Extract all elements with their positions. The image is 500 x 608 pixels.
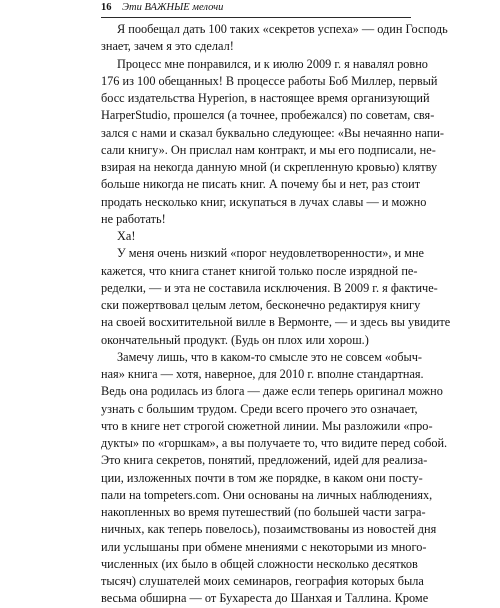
text-line: HarperStudio, прошелся (а точнее, пробежался) по советам, свя- [101,108,435,123]
text-line: Ха! [117,229,136,243]
text-line: ции, изложенных почти в том же порядке, в каком они посту- [101,470,423,485]
text-line: ски пожертвовал целым летом, бесконечно редактируя книгу [101,298,421,312]
text-line: У меня очень низкий «порог неудовлетворенности», и мне [117,246,424,261]
text-line: пали на tompeters.com. Они основаны на личных наблюдениях, [101,487,433,502]
text-line: численных (их было в общей сложности несколько десятков [101,556,418,571]
text-line: ная» книга — хотя, наверное, для 2010 г. вполне стандартная. [101,367,424,381]
text-line: Ведь она родилась из блога — даже если теперь оригинал можно [101,384,443,399]
page-number: 16 [101,2,112,13]
text-line: ничных, как теперь повелось), позаимствованы из новостей дня [101,522,437,537]
text-line: Я пообещал дать 100 таких «секретов успеха» — один Господь [117,22,448,36]
text-line: продать несколько книг, искупаться в лучах славы — и можно [101,194,427,209]
text-line: на своей восхитительной вилле в Вермонте, — и здесь вы увидите [101,315,451,330]
text-line: босс издательства Hyperion, в настоящее время организующий [101,91,430,105]
text-line: сали книгу». Он прислал нам контракт, и мы его подписали, не- [101,142,436,157]
text-line: Это книга секретов, понятий, предложений, идей для реализа- [101,453,428,468]
running-title: Эти ВАЖНЫЕ мелочи [122,2,224,13]
text-line: весьма обширна — от Бухареста до Шанхая и Таллина. Кроме [101,591,429,606]
text-line: Процесс мне понравился, и к июлю 2009 г. я навалял ровно [117,56,428,71]
text-line: Замечу лишь, что в каком-то смысле это не совсем «обыч- [117,349,423,364]
text-line: зался с нами и сказал буквально следующее: «Вы нечаянно напи- [101,125,445,140]
body-text [101,21,451,608]
text-line: тысяч) слушателей моих семинаров, география которых была [101,574,424,588]
text-line: больше никогда не писать книг. А почему бы и нет, раз стоит [101,177,421,192]
text-line: или услышаны при обмене мнениями с некоторыми из много- [101,539,427,554]
text-line: ределки, — и эта не составила исключения. В 2009 г. я фактиче- [101,280,438,295]
text-line: дукты» по «горшкам», а вы получаете то, что видите перед собой. [101,436,448,450]
text-line: кажется, что книга станет книгой только после изрядной пе- [101,263,418,278]
text-line: что в книге нет строгой сюжетной линии. Мы разложили «про- [101,418,433,433]
text-line: не работать! [101,211,166,226]
text-line: узнать с большим трудом. Среди всего прочего это означает, [101,401,418,416]
text-line: 176 из 100 обещанных! В процессе работы Боб Миллер, первый [101,73,438,88]
text-line: знает, зачем я это сделал! [101,39,234,54]
page-header [101,1,411,18]
text-line: взирая на некогда данную мной (и скрепленную кровью) клятву [101,160,438,174]
text-line: накопленных во время путешествий (по большей части загра- [101,505,426,519]
text-line: окончательный продукт. (Будь он плох или хорош.) [101,332,369,347]
